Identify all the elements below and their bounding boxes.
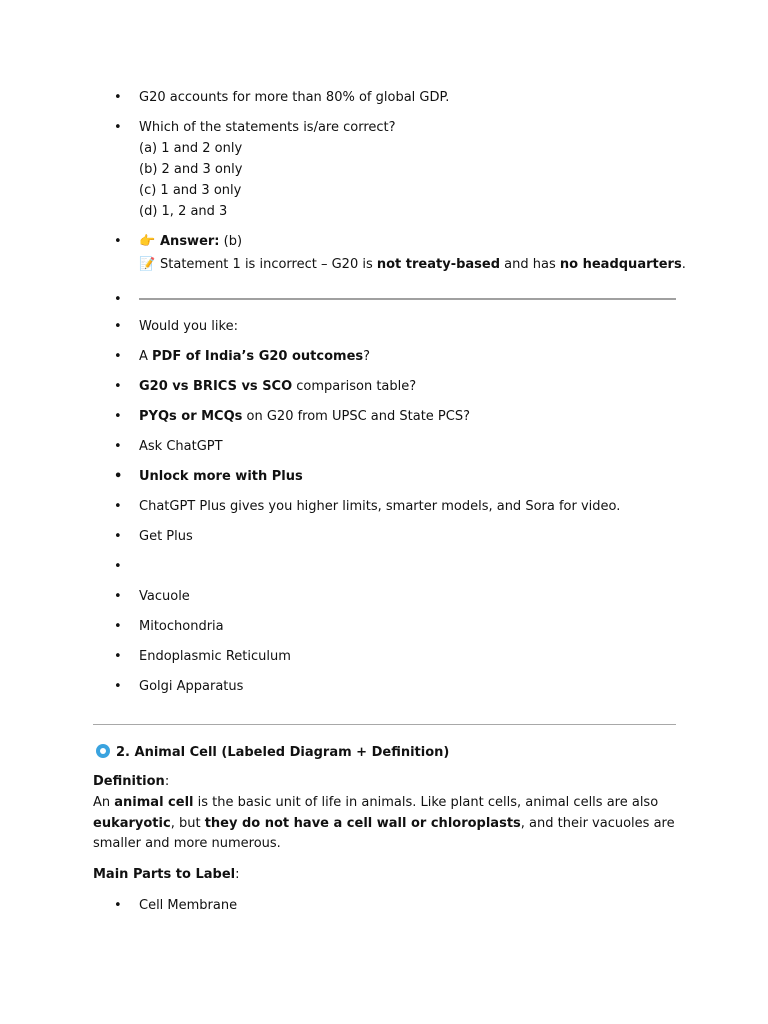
definition-text: An animal cell is the basic unit of life in animals. Like plant cells, animal cells are also eukaryotic, but they do not have a cell wall or chloroplasts, and their vacuoles are smaller and more numerous. (93, 795, 675, 851)
pointing-hand-icon: 👉 (139, 234, 156, 249)
organelle-item: • Vacuole (114, 588, 620, 605)
suggestion-compare[interactable]: • G20 vs BRICS vs SCO comparison table? (114, 378, 620, 395)
parts-list (114, 897, 237, 914)
question-list (114, 119, 396, 222)
option-c: (c) 1 and 3 only (139, 183, 242, 198)
organelle-item: • Mitochondria (114, 618, 620, 635)
suggestion-pyq[interactable]: • PYQs or MCQs on G20 from UPSC and State PCS? (114, 408, 620, 425)
get-plus-link[interactable]: • Get Plus (114, 528, 620, 545)
cell-icon (96, 744, 110, 758)
section-heading: 2. Animal Cell (Labeled Diagram + Definition) (96, 744, 449, 761)
inline-divider (139, 298, 676, 300)
suggestion-list (114, 318, 620, 695)
option-a: (a) 1 and 2 only (139, 141, 243, 156)
fact-list (114, 89, 449, 106)
answer-explanation: 📝 Statement 1 is incorrect – G20 is not treaty-based and has no headquarters. (139, 257, 686, 272)
part-item: • Cell Membrane (114, 897, 237, 914)
option-b: (b) 2 and 3 only (139, 162, 243, 177)
question-text: • Which of the statements is/are correct? (139, 120, 396, 135)
organelle-item: • Endoplasmic Reticulum (114, 648, 620, 665)
question-item (114, 119, 396, 222)
answer-list (114, 233, 686, 273)
suggestion-intro: • Would you like: (114, 318, 620, 335)
memo-icon: 📝 (139, 257, 156, 272)
answer-item (114, 233, 686, 273)
plus-description: • ChatGPT Plus gives you higher limits, smarter models, and Sora for video. (114, 498, 620, 515)
section-divider (93, 724, 676, 725)
empty-bullet (114, 558, 620, 575)
answer-label: Answer: (160, 234, 220, 249)
answer-value: (b) (223, 234, 243, 249)
option-d: (d) 1, 2 and 3 (139, 204, 228, 219)
list-item: • G20 accounts for more than 80% of global GDP. (114, 89, 449, 106)
parts-label: Main Parts to Label: (93, 867, 240, 882)
definition-label: Definition: (93, 774, 170, 789)
unlock-plus-heading: • Unlock more with Plus (114, 468, 620, 485)
suggestion-pdf[interactable]: • A PDF of India’s G20 outcomes? (114, 348, 620, 365)
organelle-item: • Golgi Apparatus (114, 678, 620, 695)
ask-chatgpt-link[interactable]: • Ask ChatGPT (114, 438, 620, 455)
